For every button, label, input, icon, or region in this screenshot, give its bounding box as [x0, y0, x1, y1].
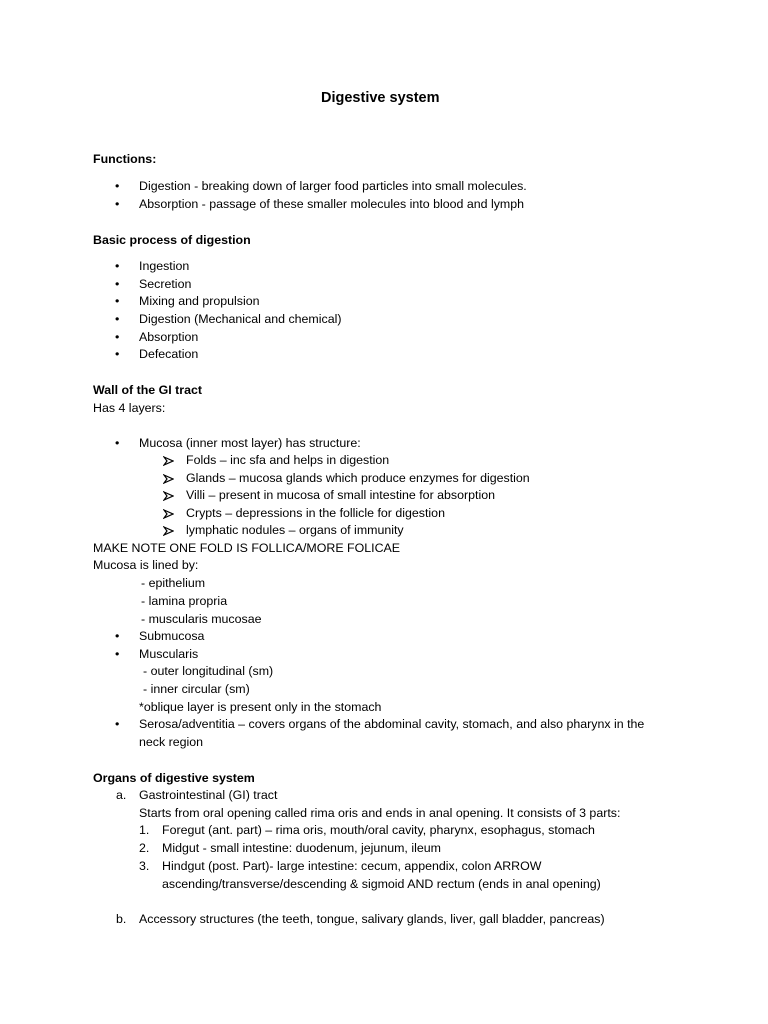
- list-marker: b.: [116, 912, 127, 926]
- section-heading-functions: Functions:: [93, 152, 157, 166]
- part-item-continued: ascending/transverse/descending & sigmoid AND rectum (ends in anal opening): [162, 877, 601, 891]
- arrow-bullet-icon: [163, 526, 174, 536]
- note-text: MAKE NOTE ONE FOLD IS FOLLICA/MORE FOLICAE: [93, 541, 401, 555]
- list-item: • Secretion: [139, 276, 191, 294]
- list-item: • Digestion (Mechanical and chemical): [139, 311, 341, 329]
- muscularis-sub-item: - inner circular (sm): [143, 682, 250, 696]
- sub-list-item: Glands – mucosa glands which produce enzymes for digestion: [186, 471, 530, 485]
- part-item: Midgut - small intestine: duodenum, jejunum, ileum: [162, 841, 441, 855]
- section-heading-organs: Organs of digestive system: [93, 771, 255, 785]
- sub-list-item: Villi – present in mucosa of small intestine for absorption: [186, 488, 496, 502]
- part-item: Hindgut (post. Part)- large intestine: cecum, appendix, colon ARROW: [162, 859, 542, 873]
- page-title: Digestive system: [321, 90, 440, 106]
- section-heading-wall: Wall of the GI tract: [93, 383, 202, 397]
- list-marker: 2.: [139, 841, 150, 855]
- lined-by-text: Mucosa is lined by:: [93, 558, 199, 572]
- list-item-submucosa: • Submucosa: [139, 628, 204, 646]
- wall-intro: Has 4 layers:: [93, 401, 166, 415]
- list-item-muscularis: • Muscularis: [139, 646, 198, 664]
- section-heading-basic-process: Basic process of digestion: [93, 233, 251, 247]
- list-item: • Mixing and propulsion: [139, 293, 260, 311]
- list-item: • Ingestion: [139, 258, 189, 276]
- arrow-bullet-icon: [163, 456, 174, 466]
- part-item: Foregut (ant. part) – rima oris, mouth/oral cavity, pharynx, esophagus, stomach: [162, 823, 595, 837]
- list-item: • Defecation: [139, 346, 198, 364]
- sub-list-item: lymphatic nodules – organs of immunity: [186, 523, 404, 537]
- organ-group-label: Gastrointestinal (GI) tract: [139, 788, 278, 802]
- serosa-continued: neck region: [139, 735, 204, 749]
- list-item-serosa: • Serosa/adventitia – covers organs of the abdominal cavity, stomach, and also pharynx in the: [139, 716, 644, 734]
- lining-item: - epithelium: [141, 576, 206, 590]
- sub-list-item: Folds – inc sfa and helps in digestion: [186, 453, 390, 467]
- list-marker: 3.: [139, 859, 150, 873]
- lining-item: - lamina propria: [141, 594, 228, 608]
- list-item: • Absorption: [139, 329, 198, 347]
- arrow-bullet-icon: [163, 509, 174, 519]
- organ-group-desc: Starts from oral opening called rima oris and ends in anal opening. It consists of 3 parts:: [139, 806, 621, 820]
- list-item: • Absorption - passage of these smaller molecules into blood and lymph: [139, 196, 524, 214]
- oblique-note: *oblique layer is present only in the stomach: [139, 700, 382, 714]
- organ-group-label: Accessory structures (the teeth, tongue, salivary glands, liver, gall bladder, pancreas): [139, 912, 605, 926]
- lining-item: - muscularis mucosae: [141, 612, 262, 626]
- list-marker: a.: [116, 788, 127, 802]
- sub-list-item: Crypts – depressions in the follicle for digestion: [186, 506, 445, 520]
- list-item-mucosa: • Mucosa (inner most layer) has structure:: [139, 435, 361, 453]
- list-marker: 1.: [139, 823, 150, 837]
- arrow-bullet-icon: [163, 491, 174, 501]
- muscularis-sub-item: - outer longitudinal (sm): [143, 664, 274, 678]
- arrow-bullet-icon: [163, 474, 174, 484]
- list-item: • Digestion - breaking down of larger food particles into small molecules.: [139, 178, 527, 196]
